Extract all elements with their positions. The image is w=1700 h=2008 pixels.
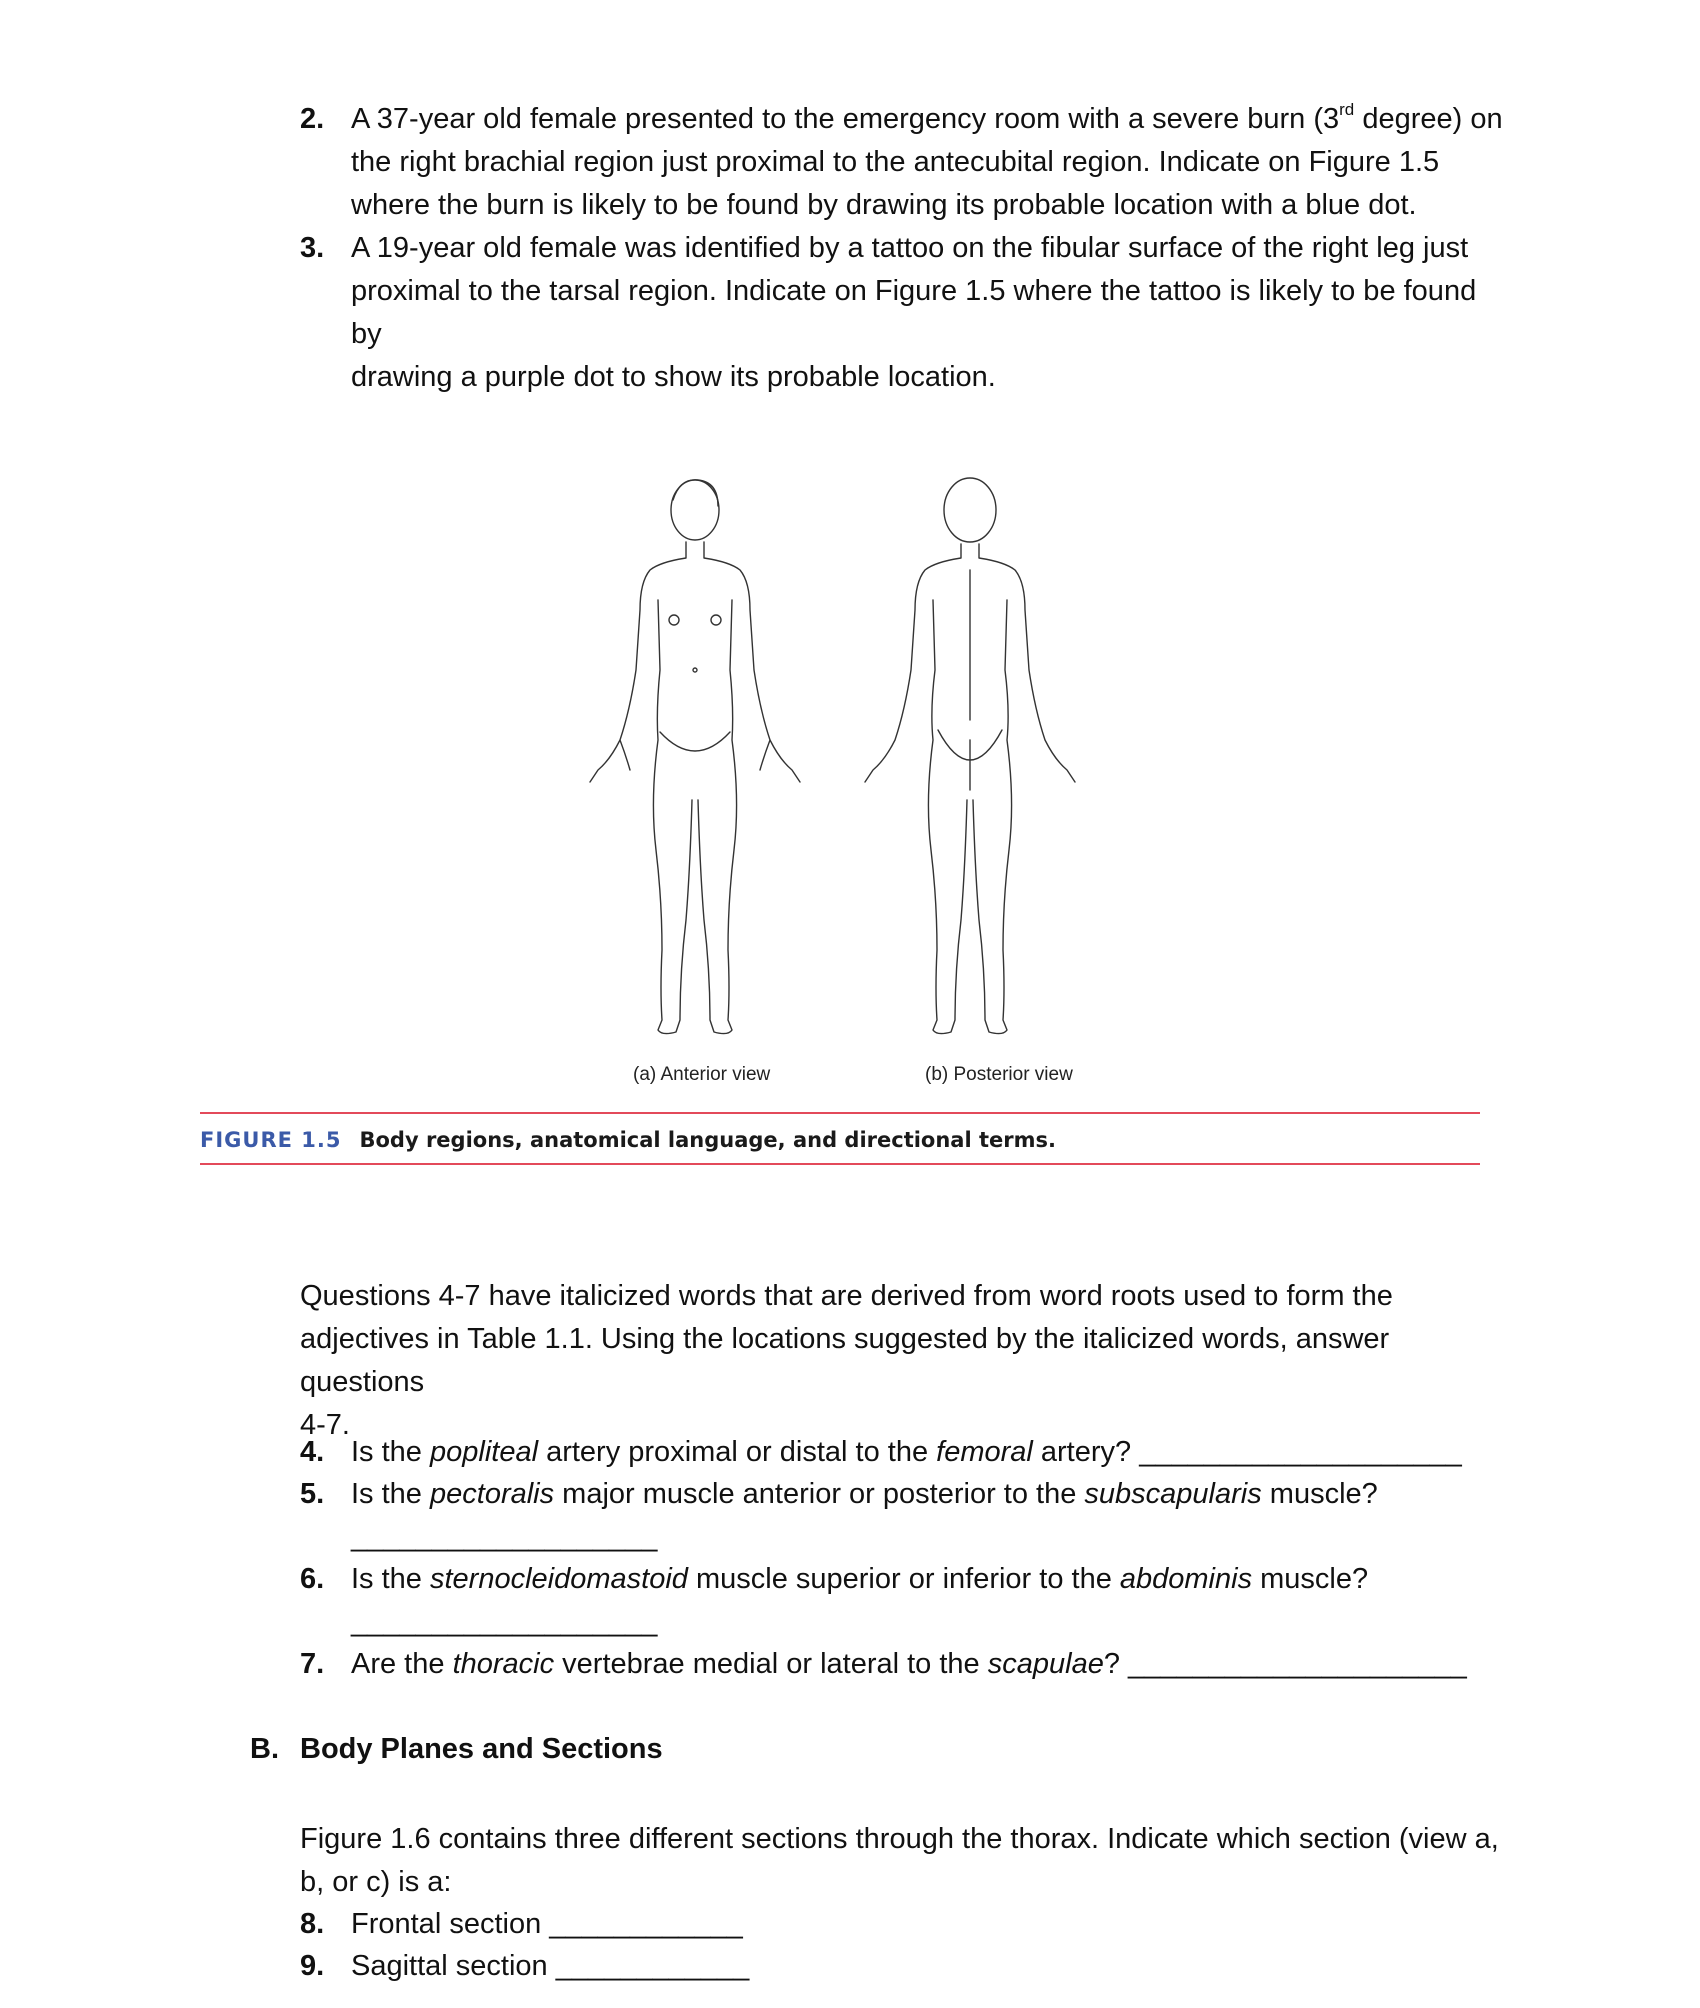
question-number: 3. [300,232,325,264]
question-4: 4. Is the popliteal artery proximal or distal to the femoral artery? ____________________ [300,1431,1510,1474]
question-number: 8. [300,1908,325,1940]
section-b-heading: B. Body Planes and Sections [250,1733,663,1765]
question-5: 5. Is the pectoralis major muscle anterior or posterior to the subscapularis muscle? ___________________ [300,1473,1510,1559]
question-8: 8. Frontal section ____________ [300,1903,1510,1946]
question-6: 6. Is the sternocleidomastoid muscle superior or inferior to the abdominis muscle? ___________________ [300,1558,1510,1644]
answer-blank[interactable]: ___________________ [351,1521,658,1553]
question-line: drawing a purple dot to show its probable location. [351,361,996,393]
question-line: proximal to the tarsal region. Indicate on Figure 1.5 where the tattoo is likely to be found by [351,275,1477,350]
figure-1-6-paragraph: Figure 1.6 contains three different sections through the thorax. Indicate which section (view a, b, or c) is a: [300,1823,1499,1898]
figure-caption-text: Body regions, anatomical language, and directional terms. [359,1128,1056,1152]
intro-paragraph: Questions 4-7 have italicized words that are derived from word roots used to form the adjectives in Table 1.1. Using the locations suggested by the italicized words, answer questions 4-7. [300,1280,1393,1441]
question-line: the right brachial region just proximal to the antecubital region. Indicate on Figure 1.5 [351,146,1440,178]
anterior-figure [590,480,800,1034]
answer-blank[interactable]: ____________________ [1139,1436,1462,1468]
question-9: 9. Sagittal section ____________ [300,1945,1510,1988]
question-number: 4. [300,1436,325,1468]
anterior-view-label: (a) Anterior view [633,1064,771,1085]
question-number: 9. [300,1950,325,1982]
caption-top-rule [200,1112,1480,1114]
posterior-figure [865,478,1075,1034]
question-number: 6. [300,1563,325,1595]
question-line: A 37-year old female presented to the emergency room with a severe burn (3rd degree) on [351,100,1503,135]
answer-blank[interactable]: ___________________ [351,1606,658,1638]
question-line: where the burn is likely to be found by drawing its probable location with a blue dot. [351,189,1417,221]
figure-1-5-body-outlines [540,470,1140,1120]
question-line: A 19-year old female was identified by a tattoo on the fibular surface of the right leg just [351,232,1469,264]
question-number: 7. [300,1648,325,1680]
body-outline-drawing [540,470,1140,1120]
caption-bottom-rule [200,1163,1480,1165]
answer-blank[interactable]: _____________________ [1128,1648,1467,1680]
question-number: 5. [300,1478,325,1510]
answer-blank[interactable]: ____________ [555,1950,750,1982]
figure-number: FIGURE 1.5 [200,1128,342,1152]
figure-caption [200,1126,1056,1154]
question-3 [300,227,1510,399]
question-7: 7. Are the thoracic vertebrae medial or lateral to the scapulae? _____________________ [300,1643,1510,1686]
posterior-view-label: (b) Posterior view [925,1064,1073,1085]
answer-blank[interactable]: ____________ [549,1908,743,1940]
question-number: 2. [300,103,325,135]
question-2 [300,98,1510,227]
